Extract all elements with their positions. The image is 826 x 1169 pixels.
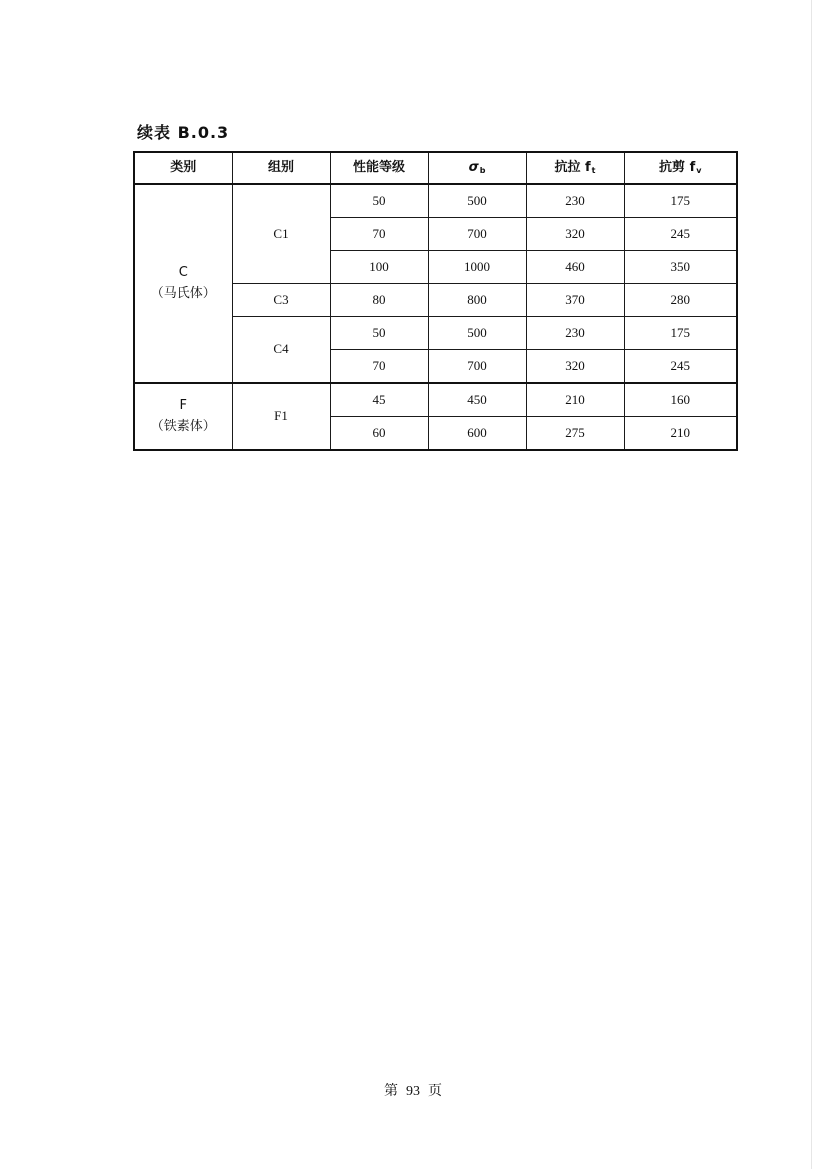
header-tension: 抗拉 $f_t$ [526, 152, 624, 184]
shear-cell: 160 [624, 383, 737, 417]
page-suffix: 页 [428, 1084, 442, 1099]
table-row [134, 383, 737, 417]
grade-cell: 60 [330, 417, 428, 451]
category-cell-c [134, 184, 232, 383]
grade-cell: 45 [330, 383, 428, 417]
page-prefix: 第 [384, 1084, 398, 1099]
grade-cell: 50 [330, 184, 428, 218]
group-cell-c1: C1 [232, 184, 330, 284]
sigma-b-cell: 1000 [428, 251, 526, 284]
page-number [0, 1080, 826, 1100]
table-row [134, 184, 737, 218]
grade-cell: 100 [330, 251, 428, 284]
sigma-b-cell: 700 [428, 218, 526, 251]
sigma-b-cell: 800 [428, 284, 526, 317]
category-cell-f [134, 383, 232, 450]
grade-cell: 80 [330, 284, 428, 317]
sigma-b-cell: 500 [428, 184, 526, 218]
shear-cell: 350 [624, 251, 737, 284]
sigma-b-cell: 450 [428, 383, 526, 417]
tension-cell: 210 [526, 383, 624, 417]
tension-cell: 230 [526, 184, 624, 218]
shear-cell: 280 [624, 284, 737, 317]
header-row [134, 152, 737, 184]
header-shear: 抗剪 $f_v$ [624, 152, 737, 184]
stainless-bolt-strength-table [133, 151, 738, 451]
header-category: 类别 [134, 152, 232, 184]
sigma-b-cell: 700 [428, 350, 526, 384]
shear-cell: 245 [624, 350, 737, 384]
category-code: C [178, 265, 188, 281]
sigma-b-cell: 600 [428, 417, 526, 451]
tension-cell: 460 [526, 251, 624, 284]
grade-cell: 50 [330, 317, 428, 350]
grade-cell: 70 [330, 350, 428, 384]
header-group: 组别 [232, 152, 330, 184]
header-sigma-b: $\sigma_b$ [428, 152, 526, 184]
category-name: （马氏体） [150, 285, 216, 301]
shear-cell: 175 [624, 317, 737, 350]
tension-cell: 320 [526, 218, 624, 251]
group-cell-c3: C3 [232, 284, 330, 317]
grade-cell: 70 [330, 218, 428, 251]
tension-cell: 370 [526, 284, 624, 317]
group-cell-f1: F1 [232, 383, 330, 450]
page-edge-line [811, 0, 812, 1169]
shear-cell: 175 [624, 184, 737, 218]
sigma-b-cell: 500 [428, 317, 526, 350]
tension-cell: 275 [526, 417, 624, 451]
category-code: F [179, 398, 187, 414]
tension-cell: 230 [526, 317, 624, 350]
table-caption: 续表 B.0.3 [137, 123, 230, 142]
group-cell-c4: C4 [232, 317, 330, 384]
header-grade: 性能等级 [330, 152, 428, 184]
shear-cell: 245 [624, 218, 737, 251]
page-value: 93 [406, 1084, 420, 1099]
tension-cell: 320 [526, 350, 624, 384]
category-name: （铁素体） [150, 418, 216, 434]
shear-cell: 210 [624, 417, 737, 451]
